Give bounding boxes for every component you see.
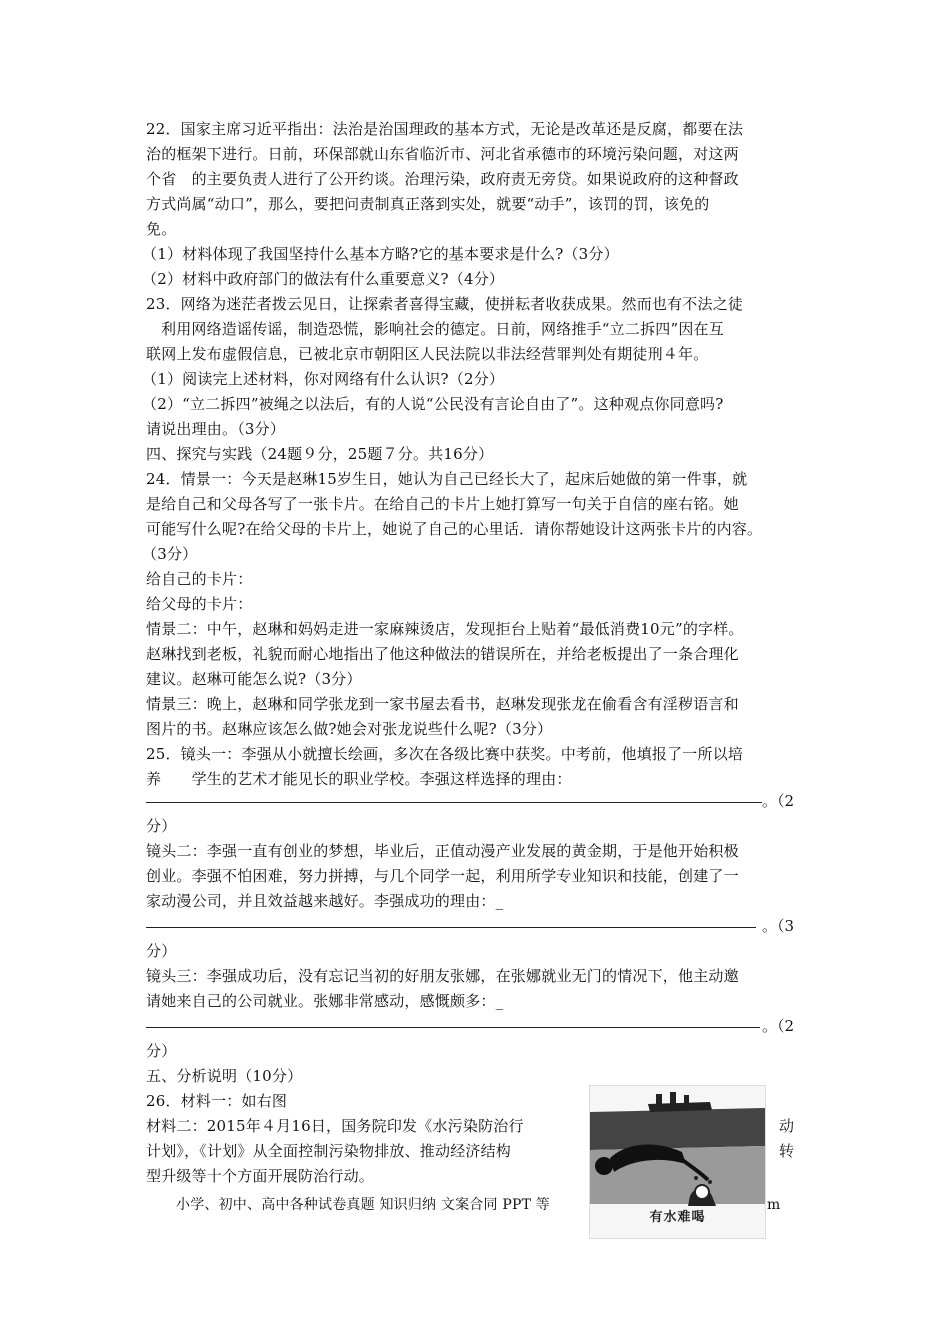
q22-line-4: 方式尚属“动口”，那么，要把问责制真正落到实处，就要“动手”，该罚的罚，该免的 xyxy=(146,195,710,213)
section-4-heading: 四、探究与实践（24题９分，25题７分。共16分） xyxy=(146,445,494,463)
q25-answer-blank-1[interactable]: 。（2 xyxy=(146,790,826,812)
q26-material-2-line-2-end: 转 xyxy=(779,1142,795,1160)
q22-sub-1: （1）材料体现了我国坚持什么基本方略?它的基本要求是什么?（3分） xyxy=(142,245,619,263)
q24-line-3: 可能写什么呢?在给父母的卡片上，她说了自己的心里话．请你帮她设计这两张卡片的内容。 xyxy=(146,520,763,538)
q24-line-1: 24．情景一：今天是赵琳15岁生日，她认为自己已经长大了，起床后她做的第一件事，就 xyxy=(146,470,748,488)
q24-scene2-line-3: 建议。赵琳可能怎么说?（3分） xyxy=(146,670,362,688)
footer-text: 小学、初中、高中各种试卷真题 知识归纳 文案合同 PPT 等 xyxy=(176,1197,550,1213)
q23-sub-2-cont: 请说出理由。（3分） xyxy=(146,420,286,438)
q23-sub-1: （1）阅读完上述材料，你对网络有什么认识?（2分） xyxy=(142,370,505,388)
q24-scene2-line-2: 赵琳找到老板，礼貌而耐心地指出了他这种做法的错误所在，并给老板提出了一条合理化 xyxy=(146,645,739,663)
section-5-heading: 五、分析说明（10分） xyxy=(146,1067,303,1085)
q22-line-2: 治的框架下进行。日前，环保部就山东省临沂市、河北省承德市的环境污染问题，对这两 xyxy=(146,145,739,163)
q23-line-1: 23．网络为迷茫者拨云见日，让探索者喜得宝藏，使拼耘者收获成果。然而也有不法之徒 xyxy=(146,295,744,313)
card-self-label: 给自己的卡片： xyxy=(146,570,253,588)
cartoon-caption: 有水难喝 xyxy=(649,1210,706,1225)
q22-sub-2: （2）材料中政府部门的做法有什么重要意义?（4分） xyxy=(142,270,505,288)
footer-text-end: m xyxy=(767,1197,781,1213)
q23-sub-2: （2）“立二拆四”被绳之以法后，有的人说“公民没有言论自由了”。这种观点你同意吗? xyxy=(142,395,724,413)
card-parents-label: 给父母的卡片： xyxy=(146,595,253,613)
q22-line-3: 个省 的主要负责人进行了公开约谈。治理污染，政府责无旁贷。如果说政府的这种督政 xyxy=(146,170,739,188)
q25-answer-blank-2[interactable]: 。（3 xyxy=(146,915,826,937)
q24-scene3-line-1: 情景三：晚上，赵琳和同学张龙到一家书屋去看书，赵琳发现张龙在偷看含有淫秽语言和 xyxy=(146,695,739,713)
q24-scene2-line-1: 情景二：中午，赵琳和妈妈走进一家麻辣烫店，发现拒台上贴着“最低消费10元”的字样。 xyxy=(146,620,744,638)
q24-line-4: （3分） xyxy=(142,545,198,563)
q22-line-1: 22．国家主席习近平指出：法治是治国理政的基本方式，无论是改革还是反腐，都要在法 xyxy=(146,120,744,138)
q25-scene2-line-1: 镜头二：李强一直有创业的梦想，毕业后，正值动漫产业发展的黄金期，于是他开始积极 xyxy=(146,842,739,860)
q25-answer-blank-3[interactable]: 。（2 xyxy=(146,1015,826,1037)
q25-scene3-line-2: 请她来自己的公司就业。张娜非常感动，感慨颇多：_ xyxy=(146,992,504,1010)
q25-line-1: 25．镜头一：李强从小就擅长绘画，多次在各级比赛中获奖。中考前，他填报了一所以培 xyxy=(146,745,744,763)
q25-points-1: 分） xyxy=(146,817,177,835)
q25-scene3-line-1: 镜头三：李强成功后，没有忘记当初的好朋友张娜，在张娜就业无门的情况下，他主动邀 xyxy=(146,967,739,985)
q24-scene3-line-2: 图片的书。赵琳应该怎么做?她会对张龙说些什么呢?（3分） xyxy=(146,720,553,738)
q23-line-2: 利用网络造谣传谣，制造恐慌，影响社会的德定。日前，网络推手“立二拆四”因在互 xyxy=(161,320,724,338)
q26-material-2-line-2: 计划》，《计划》从全面控制污染物排放、推动经济结构 xyxy=(146,1142,512,1160)
q25-points-2: 分） xyxy=(146,942,177,960)
q26-material-1: 26．材料一：如右图 xyxy=(146,1092,288,1110)
q26-material-2-line-1-end: 动 xyxy=(779,1117,795,1135)
q22-line-5: 免。 xyxy=(146,220,177,238)
q25-scene2-line-3: 家动漫公司，并且效益越来越好。李强成功的理由：_ xyxy=(146,892,504,910)
pollution-cartoon-image xyxy=(589,1085,766,1239)
q24-line-2: 是给自己和父母各写了一张卡片。在给自己的卡片上她打算写一句关于自信的座右铭。她 xyxy=(146,495,739,513)
q26-material-2-line-1: 材料二：2015年４月16日，国务院印发《水污染防治行 xyxy=(146,1117,524,1135)
q26-material-2-line-3: 型升级等十个方面开展防治行动。 xyxy=(146,1167,375,1185)
q25-scene2-line-2: 创业。李强不怕困难，努力拼搏，与几个同学一起，利用所学专业知识和技能，创建了一 xyxy=(146,867,739,885)
q23-line-3: 联网上发布虚假信息，已被北京市朝阳区人民法院以非法经营罪判处有期徒刑４年。 xyxy=(146,345,709,363)
q25-points-3: 分） xyxy=(146,1042,177,1060)
q25-line-2: 养 学生的艺术才能见长的职业学校。李强这样选择的理由： xyxy=(146,770,572,788)
